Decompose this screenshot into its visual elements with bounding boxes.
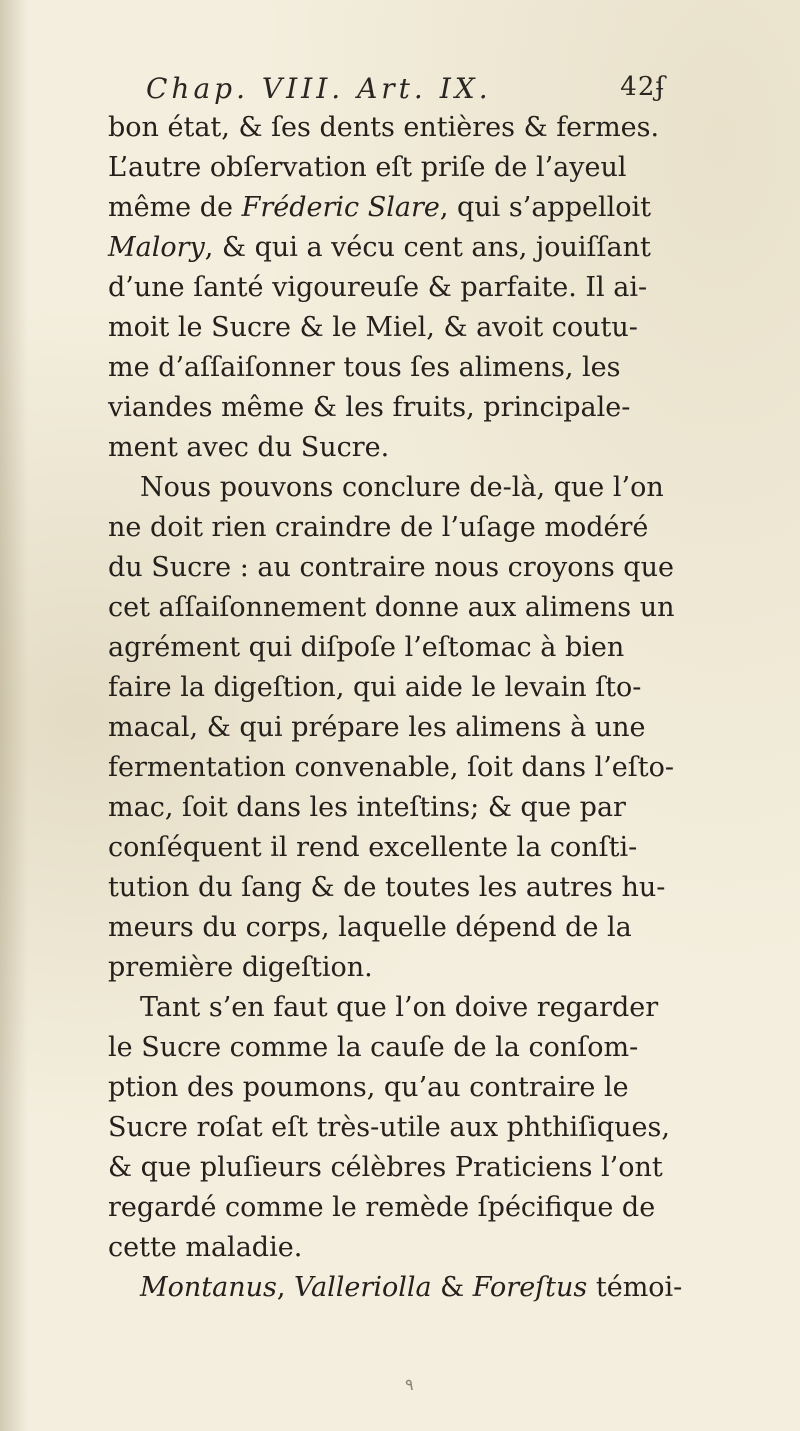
text-run: du Sucre : au contraire nous croyons que xyxy=(108,552,674,583)
text-run: me d’aſſaiſonner tous ſes alimens, les xyxy=(108,352,621,383)
italic-text-run: Valleriolla xyxy=(294,1272,432,1303)
text-line xyxy=(108,788,708,828)
text-line xyxy=(108,588,708,628)
text-run: le Sucre comme la cauſe de la conſom- xyxy=(108,1032,639,1063)
text-run: Sucre roſat eſt très-utile aux phthiſiques, xyxy=(108,1112,670,1143)
text-run: faire la digeſtion, qui aide le levain ſto- xyxy=(108,672,642,703)
text-run: , qui s’appelloit xyxy=(439,192,651,223)
text-run: & xyxy=(431,1272,473,1303)
text-run: fermentation convenable, ſoit dans l’eſto- xyxy=(108,752,674,783)
text-run: ment avec du Sucre. xyxy=(108,432,390,463)
text-line xyxy=(108,548,708,588)
text-line xyxy=(108,1028,708,1068)
text-run: ne doit rien craindre de l’uſage modéré xyxy=(108,512,649,543)
text-run: meurs du corps, laquelle dépend de la xyxy=(108,912,632,943)
text-run: agrément qui diſpoſe l’eſtomac à bien xyxy=(108,632,625,663)
text-line xyxy=(108,268,708,308)
text-run: ption des poumons, qu’au contraire le xyxy=(108,1072,629,1103)
italic-text-run: Fréderic Slare xyxy=(241,192,440,223)
text-run: viandes même & les fruits, principale- xyxy=(108,392,631,423)
text-line xyxy=(108,708,708,748)
text-line xyxy=(108,668,708,708)
text-line xyxy=(108,1148,708,1188)
page-gutter-shadow xyxy=(0,0,28,1431)
text-run: cette maladie. xyxy=(108,1232,303,1263)
text-run: Nous pouvons conclure de-là, que l’on xyxy=(140,472,664,503)
text-line xyxy=(108,188,708,228)
text-line xyxy=(108,988,708,1028)
running-header xyxy=(146,72,666,112)
text-run: Tant s’en faut que l’on doive regarder xyxy=(140,992,659,1023)
text-run: , xyxy=(276,1272,295,1303)
text-line xyxy=(108,828,708,868)
running-head-title: Chap. VIII. Art. IX. xyxy=(146,72,492,105)
text-line xyxy=(108,1268,708,1308)
text-line xyxy=(108,908,708,948)
text-run: bon état, & ſes dents entières & fermes. xyxy=(108,112,660,143)
text-run: cet aſſaiſonnement donne aux alimens un xyxy=(108,592,675,623)
text-line xyxy=(108,108,708,148)
text-line xyxy=(108,148,708,188)
text-run: regardé comme le remède ſpécifique de xyxy=(108,1192,656,1223)
text-run: & que pluſieurs célèbres Praticiens l’ont xyxy=(108,1152,663,1183)
text-run: , & qui a vécu cent ans, jouiſſant xyxy=(204,232,651,263)
text-line xyxy=(108,348,708,388)
italic-text-run: Malory xyxy=(108,232,205,263)
text-line xyxy=(108,428,708,468)
text-line xyxy=(108,508,708,548)
text-run: tution du ſang & de toutes les autres hu- xyxy=(108,872,666,903)
body-text xyxy=(108,108,708,1308)
text-run: conſéquent il rend excellente la conſti- xyxy=(108,832,638,863)
text-line xyxy=(108,1068,708,1108)
text-run: d’une ſanté vigoureuſe & parfaite. Il ai- xyxy=(108,272,648,303)
text-line xyxy=(108,948,708,988)
text-line xyxy=(108,868,708,908)
text-line xyxy=(108,748,708,788)
italic-text-run: Foreſtus xyxy=(472,1272,588,1303)
text-run: première digeſtion. xyxy=(108,952,373,983)
text-run: macal, & qui prépare les alimens à une xyxy=(108,712,646,743)
text-run: même de xyxy=(108,192,242,223)
footer-mark: ٩ xyxy=(405,1375,414,1394)
text-line xyxy=(108,228,708,268)
text-line xyxy=(108,1188,708,1228)
text-line xyxy=(108,468,708,508)
text-line xyxy=(108,388,708,428)
text-line xyxy=(108,1228,708,1268)
text-line xyxy=(108,628,708,668)
text-run: mac, ſoit dans les inteſtins; & que par xyxy=(108,792,626,823)
text-run: témoi- xyxy=(587,1272,683,1303)
page-number: 42ʄ xyxy=(620,72,666,102)
italic-text-run: Montanus xyxy=(140,1272,277,1303)
text-line xyxy=(108,308,708,348)
text-line xyxy=(108,1108,708,1148)
text-run: moit le Sucre & le Miel, & avoit coutu- xyxy=(108,312,638,343)
text-run: L’autre obſervation eſt priſe de l’ayeul xyxy=(108,152,627,183)
